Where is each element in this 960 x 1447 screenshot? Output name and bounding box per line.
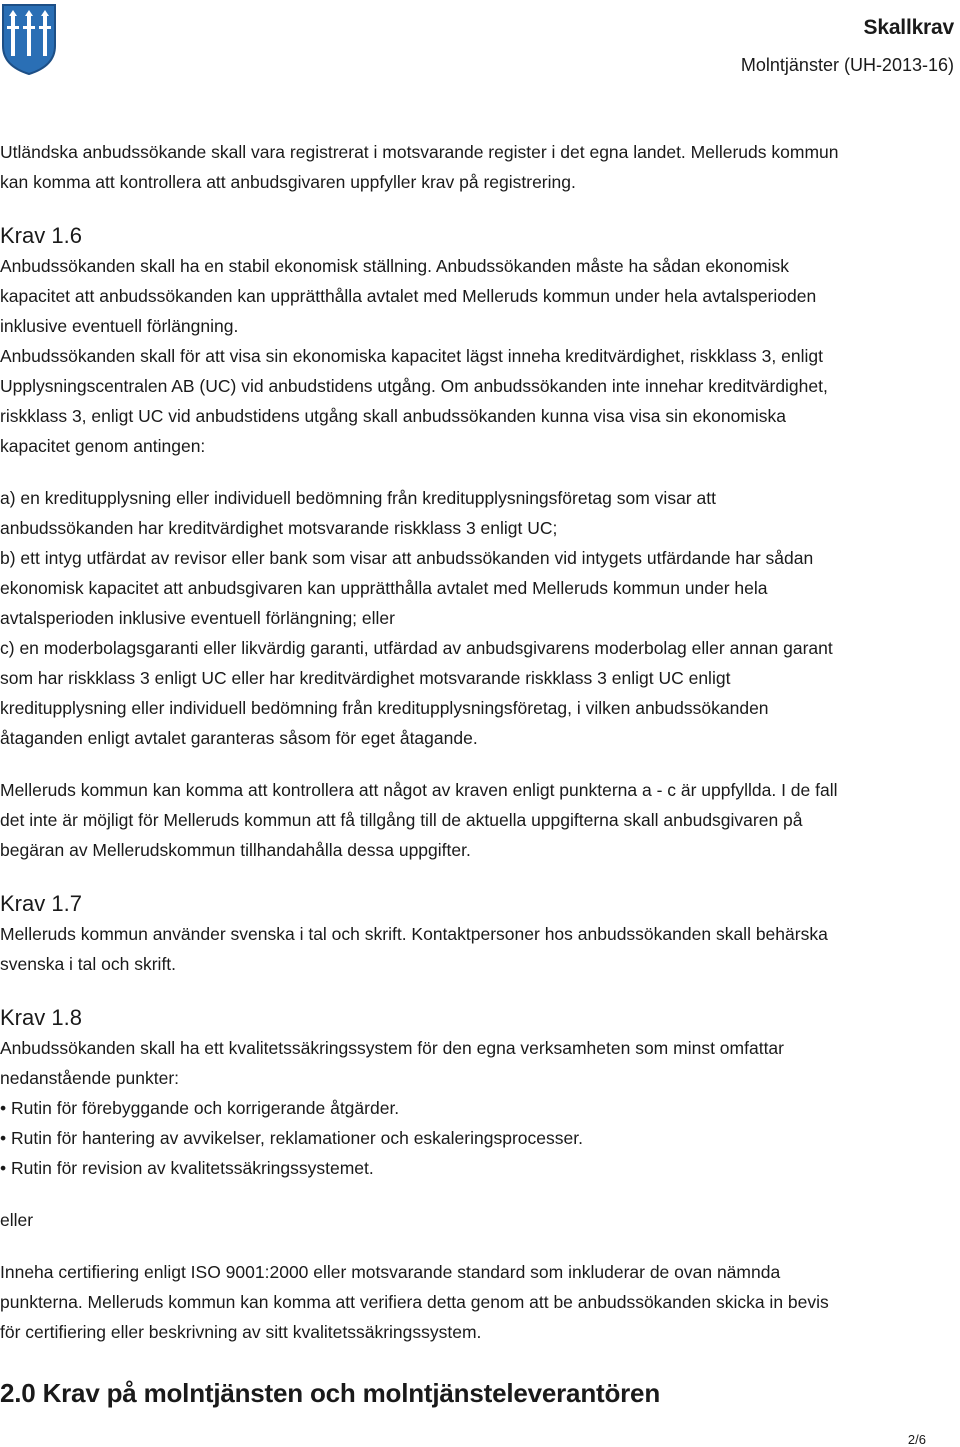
text-line: Anbudssökanden skall ha ett kvalitetssäkringssystem för den egna verksamheten som minst omfattar bbox=[0, 1038, 784, 1058]
document-body bbox=[0, 137, 960, 1347]
text-line: b) ett intyg utfärdat av revisor eller bank som visar att anbudssökanden vid intygets utfärdande har sådan bbox=[0, 548, 814, 568]
municipality-coat-of-arms-logo bbox=[0, 2, 58, 76]
text-line: anbudssökanden har kreditvärdighet motsvarande riskklass 3 enligt UC; bbox=[0, 518, 558, 538]
bullet-item: • Rutin för revision av kvalitetssäkringssystemet. bbox=[0, 1153, 960, 1183]
text-line: Inneha certifiering enligt ISO 9001:2000 eller motsvarande standard som inkluderar de ovan nämnda bbox=[0, 1262, 781, 1282]
text-line: Melleruds kommun kan komma att kontrollera att något av kraven enligt punkterna a - c är uppfyllda. I de fall bbox=[0, 780, 838, 800]
text-line: kapacitet att anbudssökanden kan upprätthålla avtalet med Melleruds kommun under hela avtalsperioden bbox=[0, 286, 817, 306]
page-number: 2/6 bbox=[907, 1432, 926, 1447]
text-line: kapacitet genom antingen: bbox=[0, 436, 206, 456]
text-line: avtalsperioden inklusive eventuell förlängning; eller bbox=[0, 608, 395, 628]
text-line: svenska i tal och skrift. bbox=[0, 954, 177, 974]
text-line: punkterna. Melleruds kommun kan komma att verifiera detta genom att be anbudssökanden skicka in bevis bbox=[0, 1292, 829, 1312]
text-line: a) en kreditupplysning eller individuell bedömning från kreditupplysningsföretag som visar att bbox=[0, 488, 716, 508]
text-line: kan komma att kontrollera att anbudsgivaren uppfyller krav på registrering. bbox=[0, 172, 576, 192]
text-line: inklusive eventuell förlängning. bbox=[0, 316, 239, 336]
text-line: Utländska anbudssökande skall vara registrerat i motsvarande register i det egna landet. Melleruds kommun bbox=[0, 142, 839, 162]
text-line: det inte är möjligt för Melleruds kommun att få tillgång till de aktuella uppgifterna skall anbudsgivaren på bbox=[0, 810, 803, 830]
text-line: ekonomisk kapacitet att anbudsgivaren kan upprätthålla avtalet med Melleruds kommun under hela bbox=[0, 578, 768, 598]
text-line: begäran av Mellerudskommun tillhandahålla dessa uppgifter. bbox=[0, 840, 471, 860]
text-line: eller bbox=[0, 1210, 34, 1230]
text-line: Upplysningscentralen AB (UC) vid anbudstidens utgång. Om anbudssökanden inte innehar kreditvärdighet, bbox=[0, 376, 828, 396]
text-line: riskklass 3, enligt UC vid anbudstidens utgång skall anbudssökanden kunna visa visa sin ekonomiska bbox=[0, 406, 786, 426]
text-line: kreditupplysning eller individuell bedömning från kreditupplysningsföretag, i vilken anbudssökanden bbox=[0, 698, 769, 718]
text-line: Anbudssökanden skall för att visa sin ekonomiska kapacitet lägst inneha kreditvärdighet, riskklass 3, enligt bbox=[0, 346, 823, 366]
bullet-item: • Rutin för hantering av avvikelser, reklamationer och eskaleringsprocesser. bbox=[0, 1123, 960, 1153]
text-line: som har riskklass 3 enligt UC eller har kreditvärdighet motsvarande riskklass 3 enligt UC enligt bbox=[0, 668, 731, 688]
document-title: Skallkrav bbox=[863, 16, 954, 39]
text-line: nedanstående punkter: bbox=[0, 1068, 180, 1088]
text-line: åtaganden enligt avtalet garanteras såsom för eget åtagande. bbox=[0, 728, 478, 748]
text-line: c) en moderbolagsgaranti eller likvärdig garanti, utfärdad av anbudsgivarens moderbolag eller annan garant bbox=[0, 638, 833, 658]
text-line: Melleruds kommun använder svenska i tal och skrift. Kontaktpersoner hos anbudssökanden skall behärska bbox=[0, 924, 828, 944]
document-subtitle: Molntjänster (UH-2013-16) bbox=[740, 55, 954, 75]
text-line: för certifiering eller beskrivning av sitt kvalitetssäkringssystem. bbox=[0, 1322, 482, 1342]
requirement-heading-1-7: Krav 1.7 bbox=[0, 891, 82, 916]
requirement-heading-1-8: Krav 1.8 bbox=[0, 1005, 82, 1030]
bullet-item: • Rutin för förebyggande och korrigerande åtgärder. bbox=[0, 1093, 960, 1123]
text-line: Anbudssökanden skall ha en stabil ekonomisk ställning. Anbudssökanden måste ha sådan ekonomisk bbox=[0, 256, 789, 276]
section-heading: 2.0 Krav på molntjänsten och molntjänsteleverantören bbox=[0, 1378, 661, 1408]
requirement-heading-1-6: Krav 1.6 bbox=[0, 223, 82, 248]
